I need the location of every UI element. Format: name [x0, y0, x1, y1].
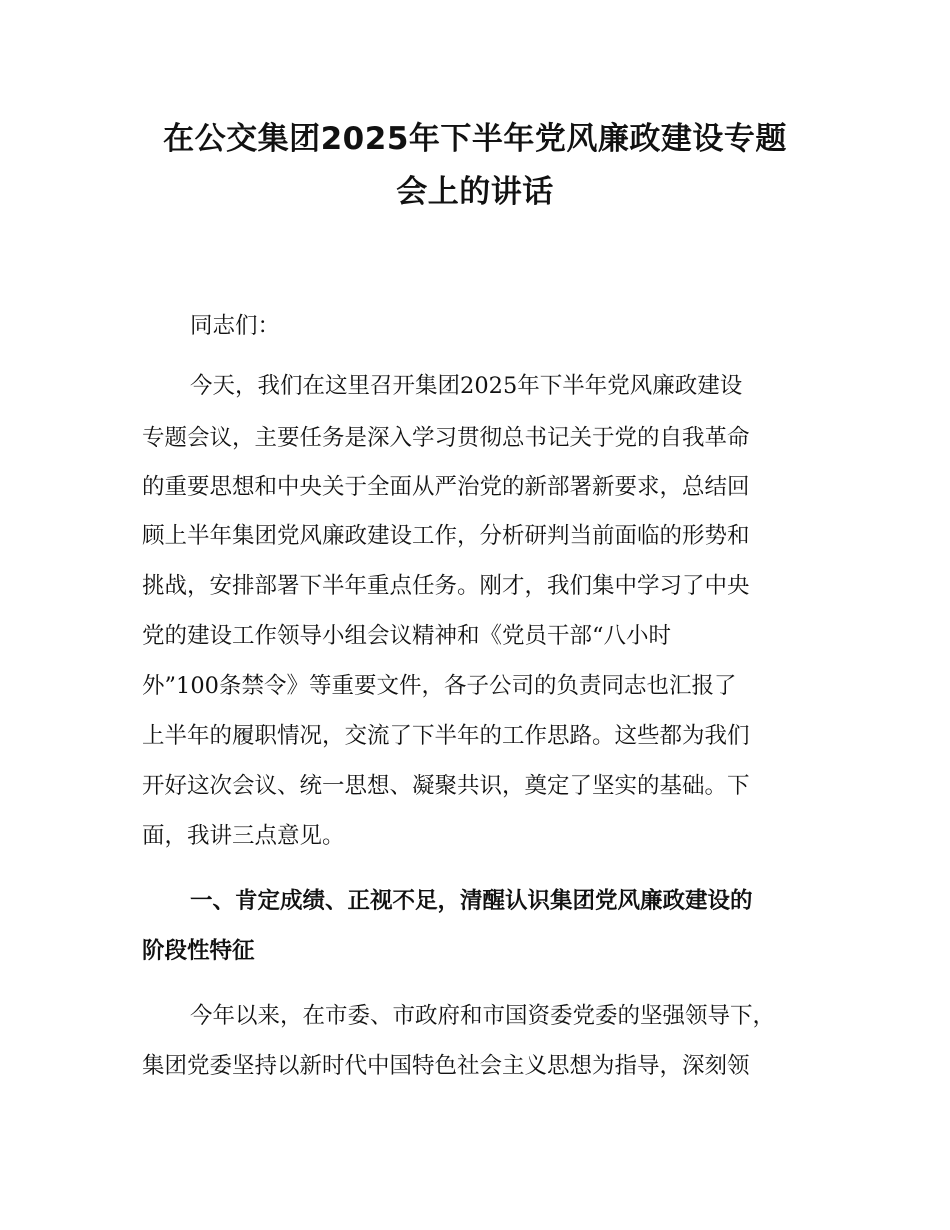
- paragraph-1-line-2: 专题会议，主要任务是深入学习贯彻总书记关于党的自我革命: [142, 425, 750, 451]
- paragraph-1-line-10: 面，我讲三点意见。: [142, 823, 345, 849]
- paragraph-1-line-9: 开好这次会议、统一思想、凝聚共识，奠定了坚实的基础。下: [142, 773, 750, 799]
- paragraph-1-line-7: 外”100条禁令》等重要文件，各子公司的负责同志也汇报了: [142, 673, 737, 699]
- section-heading-1-line-1: 一、肯定成绩、正视不足，清醒认识集团党风廉政建设的: [190, 888, 753, 914]
- paragraph-1-line-3: 的重要思想和中央关于全面从严治党的新部署新要求，总结回: [142, 474, 750, 500]
- paragraph-1-line-4: 顾上半年集团党风廉政建设工作，分析研判当前面临的形势和: [142, 523, 750, 549]
- paragraph-1-line-5: 挑战，安排部署下半年重点任务。刚才，我们集中学习了中央: [142, 573, 750, 599]
- paragraph-2-line-1: 今年以来，在市委、市政府和市国资委党委的坚强领导下，: [190, 1003, 776, 1029]
- document-title-line-2: 会上的讲话: [396, 174, 554, 210]
- document-title-line-1: 在公交集团2025年下半年党风廉政建设专题: [163, 121, 787, 157]
- paragraph-2-line-2: 集团党委坚持以新时代中国特色社会主义思想为指导，深刻领: [142, 1053, 750, 1079]
- section-heading-1-line-2: 阶段性特征: [142, 938, 255, 964]
- paragraph-1-line-6: 党的建设工作领导小组会议精神和《党员干部“八小时: [142, 623, 672, 649]
- paragraph-1-line-1: 今天，我们在这里召开集团2025年下半年党风廉政建设: [190, 373, 743, 399]
- greeting: 同志们：: [190, 313, 281, 339]
- paragraph-1-line-8: 上半年的履职情况，交流了下半年的工作思路。这些都为我们: [142, 723, 750, 749]
